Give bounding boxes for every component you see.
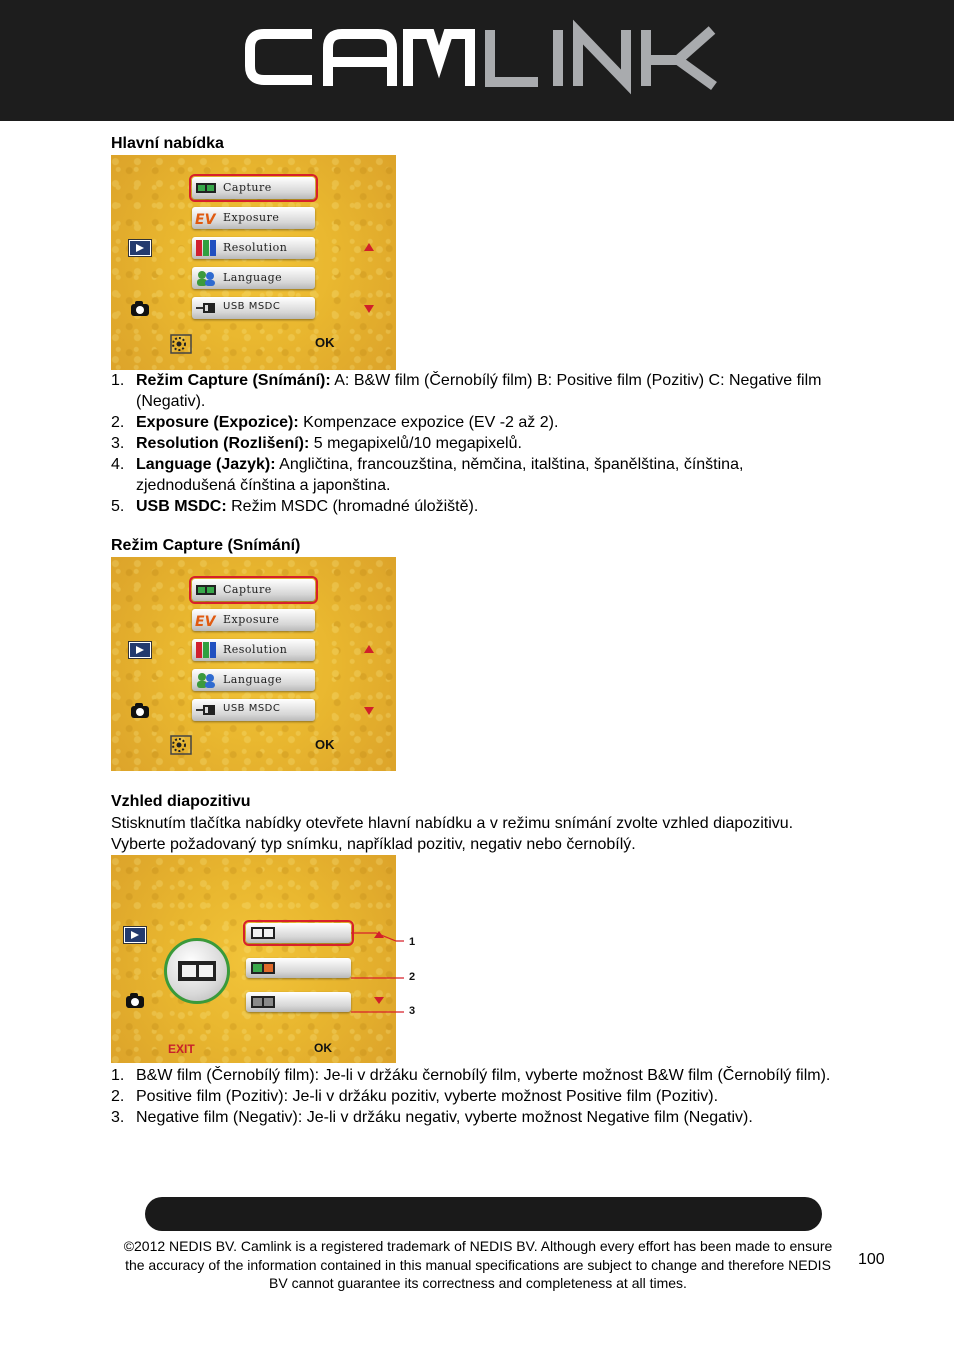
menu-item-exposure — [192, 207, 315, 229]
usb-icon — [195, 300, 217, 316]
film-type-screenshot — [111, 855, 421, 1063]
callout-number: 1 — [409, 936, 416, 948]
main-menu-screenshot — [111, 155, 396, 370]
section-heading-slide-appearance: Vzhled diapozitivu — [111, 793, 251, 810]
menu-item-usb-msdc — [192, 699, 315, 721]
list-item: 2. Exposure (Expozice): Kompenzace expozice (EV -2 až 2). — [111, 414, 559, 431]
callout-number: 2 — [409, 971, 416, 983]
negative-film-icon — [250, 995, 276, 1009]
list-item: 3. Negative film (Negativ): Je-li v držáku negativ, vyberte možnost Negative film (Negativ). — [111, 1109, 753, 1126]
ok-label: OK — [314, 1041, 332, 1055]
menu-item-label: Resolution — [223, 241, 288, 254]
menu-item-resolution — [192, 237, 315, 259]
menu-item-capture — [192, 579, 315, 601]
camera-icon — [131, 706, 149, 718]
callout-lines — [346, 931, 406, 1021]
menu-item-usb-msdc — [192, 297, 315, 319]
svg-text:EV: EV — [195, 212, 216, 228]
menu-item-label: USB MSDC — [223, 703, 281, 714]
list-item: 3. Resolution (Rozlišení): 5 megapixelů/10 megapixelů. — [111, 435, 522, 452]
ok-label: OK — [315, 737, 335, 752]
footer-bar — [145, 1197, 822, 1231]
film-type-description-list — [111, 1065, 841, 1128]
list-item: 1. Režim Capture (Snímání): A: B&W film (Černobílý film) B: Positive film (Pozitiv) C: Negative film (Negativ). — [111, 372, 822, 410]
people-icon — [195, 270, 217, 286]
resolution-icon — [195, 240, 217, 256]
film-icon — [195, 180, 217, 196]
bw-film-icon — [177, 959, 217, 983]
slide-appearance-paragraph: Stisknutím tlačítka nabídky otevřete hlavní nabídku a v režimu snímání zvolte vzhled diapozitivu. Vyberte požadovaný typ snímku, například pozitiv, negativ nebo černobílý. — [111, 815, 794, 853]
bw-film-icon — [250, 926, 276, 940]
menu-item-label: Language — [223, 271, 283, 284]
menu-item-label: Language — [223, 673, 283, 686]
people-icon — [195, 672, 217, 688]
section-heading-capture-mode: Režim Capture (Snímání) — [111, 537, 301, 554]
list-item: 4. Language (Jazyk): Angličtina, francouzština, němčina, italština, španělština, čínština, zjednodušená čínština a japonština. — [111, 456, 744, 494]
menu-item-resolution — [192, 639, 315, 661]
selected-film-type-circle — [164, 938, 230, 1004]
exit-label: EXIT — [168, 1042, 195, 1056]
list-item: 1. B&W film (Černobílý film): Je-li v držáku černobílý film, vyberte možnost B&W film (Černobílý film). — [111, 1067, 831, 1084]
playback-icon — [129, 240, 151, 256]
main-menu-description-list — [111, 370, 831, 517]
usb-icon — [195, 702, 217, 718]
camera-icon — [126, 996, 144, 1008]
ok-label: OK — [315, 335, 335, 350]
list-item: 5. USB MSDC: Režim MSDC (hromadné úložiště). — [111, 498, 479, 515]
capture-mode-screenshot — [111, 557, 396, 771]
callout-number: 3 — [409, 1005, 416, 1017]
arrow-down-icon — [364, 707, 374, 715]
film-icon — [195, 582, 217, 598]
resolution-icon — [195, 642, 217, 658]
menu-item-language — [192, 669, 315, 691]
menu-item-capture — [192, 177, 315, 199]
svg-text:CAM: CAM — [242, 9, 278, 26]
arrow-up-icon — [364, 243, 374, 251]
page-header — [0, 0, 954, 121]
option-positive-film — [246, 958, 351, 978]
menu-item-exposure — [192, 609, 315, 631]
ev-icon — [195, 612, 217, 628]
menu-item-label: Resolution — [223, 643, 288, 656]
list-item: 2. Positive film (Pozitiv): Je-li v držáku pozitiv, vyberte možnost Positive film (Pozitiv). — [111, 1088, 719, 1105]
menu-item-language — [192, 267, 315, 289]
settings-gear-icon — [170, 733, 192, 755]
arrow-down-icon — [364, 305, 374, 313]
menu-item-label: Exposure — [223, 211, 280, 224]
settings-gear-icon — [170, 332, 192, 354]
section-heading-main-menu: Hlavní nabídka — [111, 135, 224, 152]
option-negative-film — [246, 992, 351, 1012]
arrow-up-icon — [364, 645, 374, 653]
positive-film-icon — [250, 961, 276, 975]
menu-item-label: Capture — [223, 181, 272, 194]
menu-item-label: Exposure — [223, 613, 280, 626]
camera-icon — [131, 304, 149, 316]
playback-icon — [129, 642, 151, 658]
svg-text:EV: EV — [195, 614, 216, 630]
footer-disclaimer: ©2012 NEDIS BV. Camlink is a registered trademark of NEDIS BV. Although every effort has been made to ensure the accuracy of the information contained in this manual specifications are subject to change and therefore NEDIS BV cannot guarantee its correctness and completeness at all times. — [123, 1238, 833, 1291]
page-number: 100 — [858, 1251, 885, 1268]
ev-icon — [195, 210, 217, 226]
camlink-logo — [242, 9, 722, 92]
menu-item-label: Capture — [223, 583, 272, 596]
playback-icon — [124, 927, 146, 943]
menu-item-label: USB MSDC — [223, 301, 281, 312]
option-bw-film — [246, 923, 351, 943]
